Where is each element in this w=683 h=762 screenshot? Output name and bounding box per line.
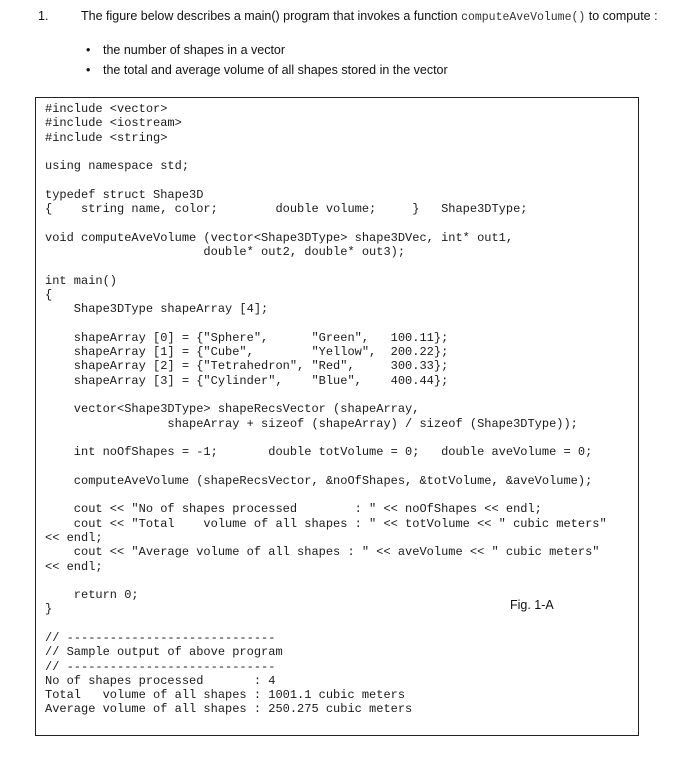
code-line: shapeArray [2] = {"Tetrahedron", "Red", 300.33}; (45, 359, 449, 374)
code-line: Shape3DType shapeArray [4]; (45, 302, 269, 317)
bullet-icon: • (86, 43, 91, 57)
question-intro-suffix: to compute : (588, 9, 658, 23)
code-line: cout << "No of shapes processed : " << noOfShapes << endl; (45, 502, 542, 517)
question-text (81, 9, 666, 25)
code-line: void computeAveVolume (vector<Shape3DType> shape3DVec, int* out1, (45, 230, 514, 245)
code-line: shapeArray [3] = {"Cylinder", "Blue", 400.44}; (45, 373, 449, 388)
code-line: int main() (45, 273, 118, 288)
code-line: #include <iostream> (45, 116, 182, 131)
code-line: int noOfShapes = -1; double totVolume = 0; double aveVolume = 0; (45, 445, 593, 460)
code-line: return 0; (45, 588, 139, 603)
code-line: { (45, 287, 53, 302)
function-name: computeAveVolume() (461, 11, 586, 24)
code-line: vector<Shape3DType> shapeRecsVector (shapeArray, (45, 402, 420, 417)
bullet-text: the number of shapes in a vector (103, 43, 286, 57)
code-listing (45, 102, 607, 717)
code-line: using namespace std; (45, 159, 190, 174)
code-line: { string name, color; double volume; } Shape3DType; (45, 202, 528, 217)
question-number: 1. (38, 9, 49, 23)
bullet-text: the total and average volume of all shapes stored in the vector (103, 63, 448, 77)
code-line: cout << "Total volume of all shapes : " << totVolume << " cubic meters" (45, 516, 607, 531)
code-line: computeAveVolume (shapeRecsVector, &noOfShapes, &totVolume, &aveVolume); (45, 473, 593, 488)
code-line: shapeArray [1] = {"Cube", "Yellow", 200.22}; (45, 345, 449, 360)
code-line: // ----------------------------- (45, 630, 276, 645)
code-line: // Sample output of above program (45, 645, 283, 660)
code-line: shapeArray + sizeof (shapeArray) / sizeof (Shape3DType)); (45, 416, 578, 431)
code-box (35, 97, 639, 736)
code-line: typedef struct Shape3D (45, 187, 204, 202)
code-line: // ----------------------------- (45, 659, 276, 674)
code-line: #include <string> (45, 130, 168, 145)
code-line: Total volume of all shapes : 1001.1 cubic meters (45, 688, 406, 703)
code-line: Average volume of all shapes : 250.275 cubic meters (45, 702, 413, 717)
code-line: double* out2, double* out3); (45, 244, 406, 259)
code-line: cout << "Average volume of all shapes : " << aveVolume << " cubic meters" (45, 545, 600, 560)
code-line: } (45, 602, 53, 617)
code-line: No of shapes processed : 4 (45, 673, 276, 688)
code-line: << endl; (45, 559, 103, 574)
code-line: << endl; (45, 530, 103, 545)
code-line: shapeArray [0] = {"Sphere", "Green", 100.11}; (45, 330, 449, 345)
bullet-item (86, 63, 448, 83)
bullet-item (86, 43, 448, 63)
bullet-list (86, 43, 448, 83)
code-line: #include <vector> (45, 102, 168, 116)
question-intro: The figure below describes a main() program that invokes a function (81, 9, 458, 23)
bullet-icon: • (86, 63, 91, 77)
figure-label: Fig. 1-A (510, 598, 554, 612)
